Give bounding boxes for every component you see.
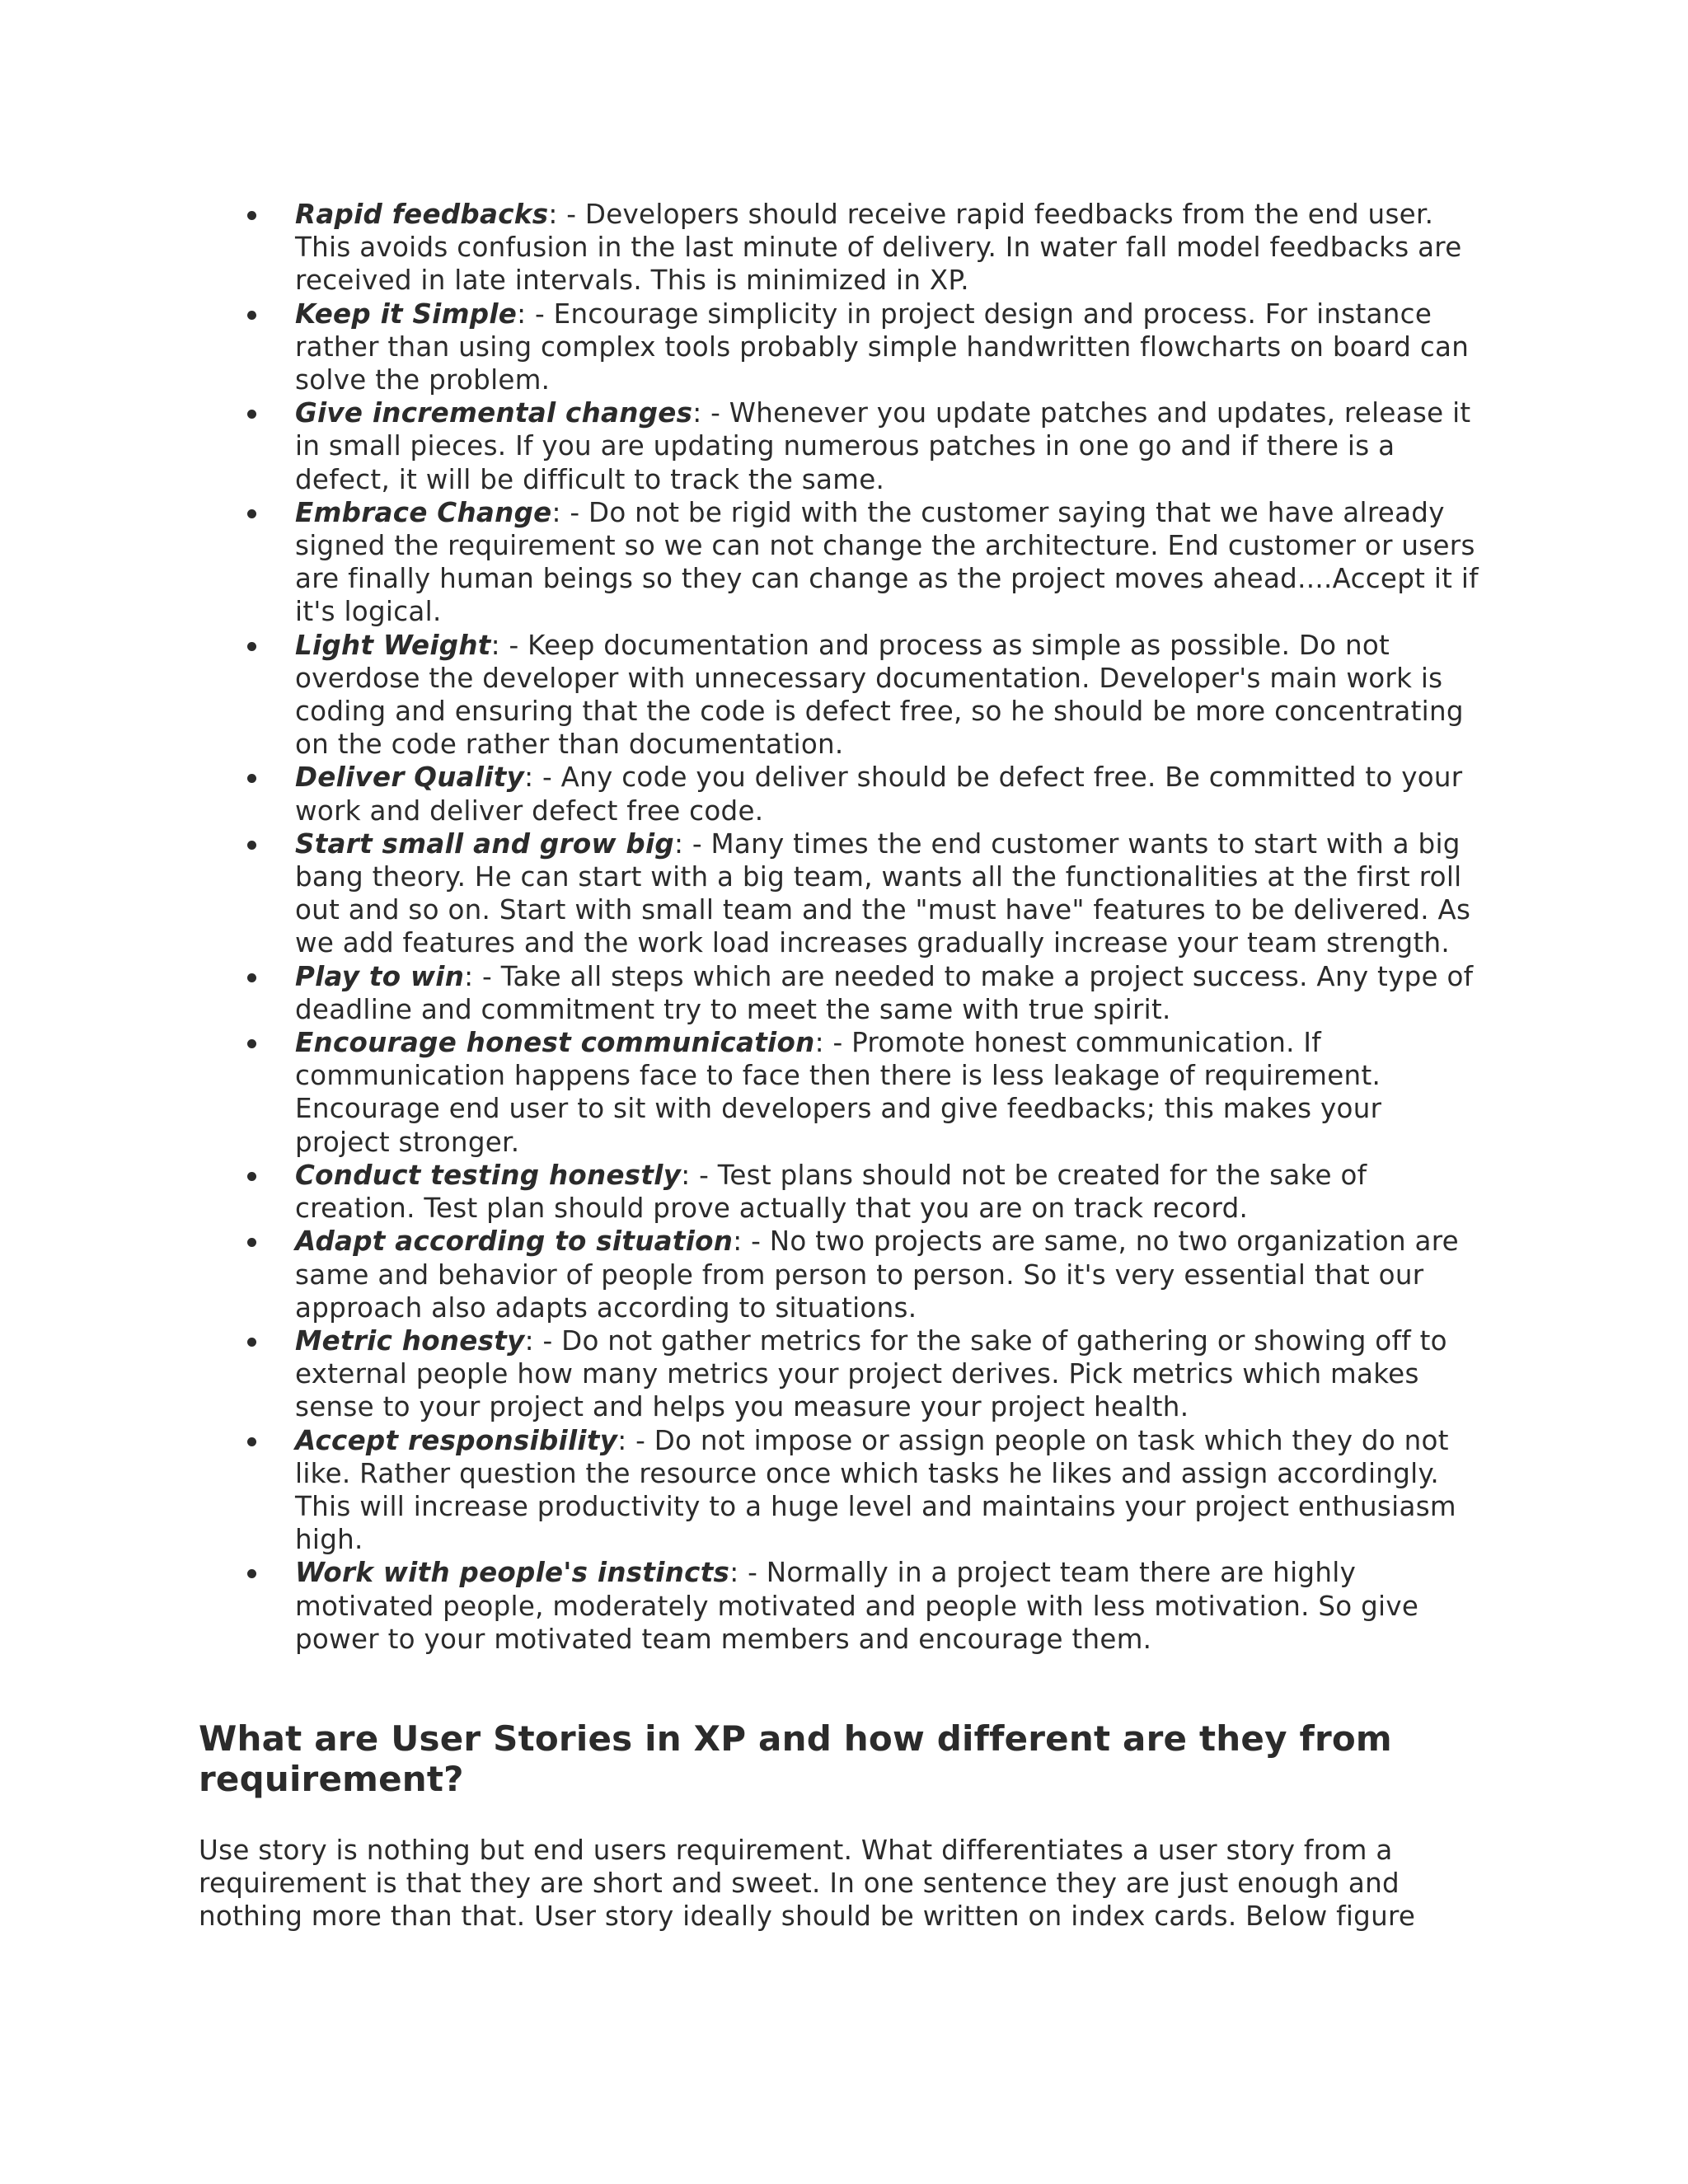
practice-description: : - No two projects are same, no two organization are same and behavior of people from person to person. So it's very essential that our approach also adapts according to situations. [295, 1226, 1459, 1324]
practice-term: Give incremental changes [295, 397, 693, 429]
bullet-icon [247, 311, 256, 320]
bullet-icon [247, 1569, 256, 1578]
practice-term: Embrace Change [295, 496, 552, 528]
bullet-icon [247, 1238, 256, 1247]
bullet-icon [247, 841, 256, 850]
practice-term: Adapt according to situation [295, 1226, 734, 1258]
bullet-icon [247, 1338, 256, 1347]
bullet-icon [247, 1039, 256, 1048]
list-item [0, 1556, 1482, 1656]
practice-term: Keep it Simple [295, 298, 518, 330]
practice-term: Deliver Quality [295, 762, 525, 794]
list-item [0, 1324, 1482, 1424]
practice-term: Start small and grow big [295, 827, 674, 860]
practice-description: : - Whenever you update patches and updates, release it in small pieces. If you are updating numerous patches in one go and if there is a defect, it will be difficult to track the same. [295, 397, 1471, 495]
bullet-icon [247, 509, 256, 518]
practice-description: : - Do not be rigid with the customer saying that we have already signed the requirement so we can not change the architecture. End customer or users are finally human beings so they can change as the project moves ahead....Accept it if it's logical. [295, 496, 1479, 628]
bullet-icon [247, 1437, 256, 1446]
bullet-icon [247, 774, 256, 783]
practice-term: Metric honesty [295, 1324, 525, 1357]
list-item [0, 1225, 1482, 1324]
list-item [0, 629, 1482, 762]
section-paragraph: Use story is nothing but end users requirement. What differentiates a user story from a requirement is that they are short and sweet. In one sentence they are just enough and nothing more than that. User story ideally should be written on index cards. Below figure [199, 1835, 1416, 1933]
list-item [0, 1424, 1482, 1557]
practice-description: : - Developers should receive rapid feedbacks from the end user. This avoids confusion in the last minute of delivery. In water fall model feedbacks are received in late intervals. This is minimized in XP. [295, 199, 1462, 297]
practice-description: : - Encourage simplicity in project design and process. For instance rather than using complex tools probably simple handwritten flowcharts on board can solve the problem. [295, 298, 1470, 396]
list-item [0, 960, 1482, 1026]
practice-description: : - Any code you deliver should be defect free. Be committed to your work and deliver defect free code. [295, 762, 1463, 827]
practice-description: : - Do not impose or assign people on task which they do not like. Rather question the resource once which tasks he likes and assign accordingly. This will increase productivity to a huge level and maintains your project enthusiasm high. [295, 1424, 1456, 1556]
list-item [0, 827, 1482, 960]
practice-description: : - Normally in a project team there are highly motivated people, moderately motivated and people with less motivation. So give power to your motivated team members and encourage them. [295, 1557, 1419, 1655]
list-item [0, 761, 1482, 827]
xp-practices-list [0, 198, 1688, 1656]
list-item [0, 1159, 1482, 1225]
practice-description: : - Test plans should not be created for the sake of creation. Test plan should prove actually that you are on track record. [295, 1159, 1367, 1225]
practice-term: Conduct testing honestly [295, 1159, 682, 1191]
practice-description: : - Do not gather metrics for the sake of gathering or showing off to external people how many metrics your project derives. Pick metrics which makes sense to your project and helps you measure your project health. [295, 1324, 1447, 1423]
practice-term: Rapid feedbacks [295, 199, 549, 230]
bullet-icon [247, 1172, 256, 1181]
bullet-icon [247, 973, 256, 982]
practice-term: Work with people's instincts [295, 1557, 730, 1589]
practice-description: : - Keep documentation and process as simple as possible. Do not overdose the developer with unnecessary documentation. Developer's main work is coding and ensuring that the code is defect free, so he should be more concentrating on the code rather than documentation. [295, 629, 1464, 761]
bullet-icon [247, 642, 256, 651]
list-item [0, 198, 1482, 298]
list-item [0, 496, 1482, 629]
practice-description: : - Many times the end customer wants to start with a big bang theory. He can start with a big team, wants all the functionalities at the first roll out and so on. Start with small team and the "must have" features to be delivered. As we add features and the work load increases gradually increase your team strength. [295, 827, 1471, 959]
bullet-icon [247, 410, 256, 419]
practice-term: Light Weight [295, 629, 491, 661]
practice-term: Accept responsibility [295, 1424, 618, 1456]
list-item [0, 1026, 1482, 1159]
practice-description: : - Promote honest communication. If communication happens face to face then there is less leakage of requirement. Encourage end user to sit with developers and give feedbacks; this makes your project stronger. [295, 1027, 1382, 1158]
list-item [0, 396, 1482, 496]
list-item [0, 298, 1482, 397]
bullet-icon [247, 211, 256, 220]
section-heading: What are User Stories in XP and how different are they from requirement? [199, 1718, 1392, 1799]
practice-term: Encourage honest communication [295, 1027, 815, 1059]
practice-description: : - Take all steps which are needed to make a project success. Any type of deadline and commitment try to meet the same with true spirit. [295, 960, 1474, 1025]
practice-term: Play to win [295, 960, 465, 992]
